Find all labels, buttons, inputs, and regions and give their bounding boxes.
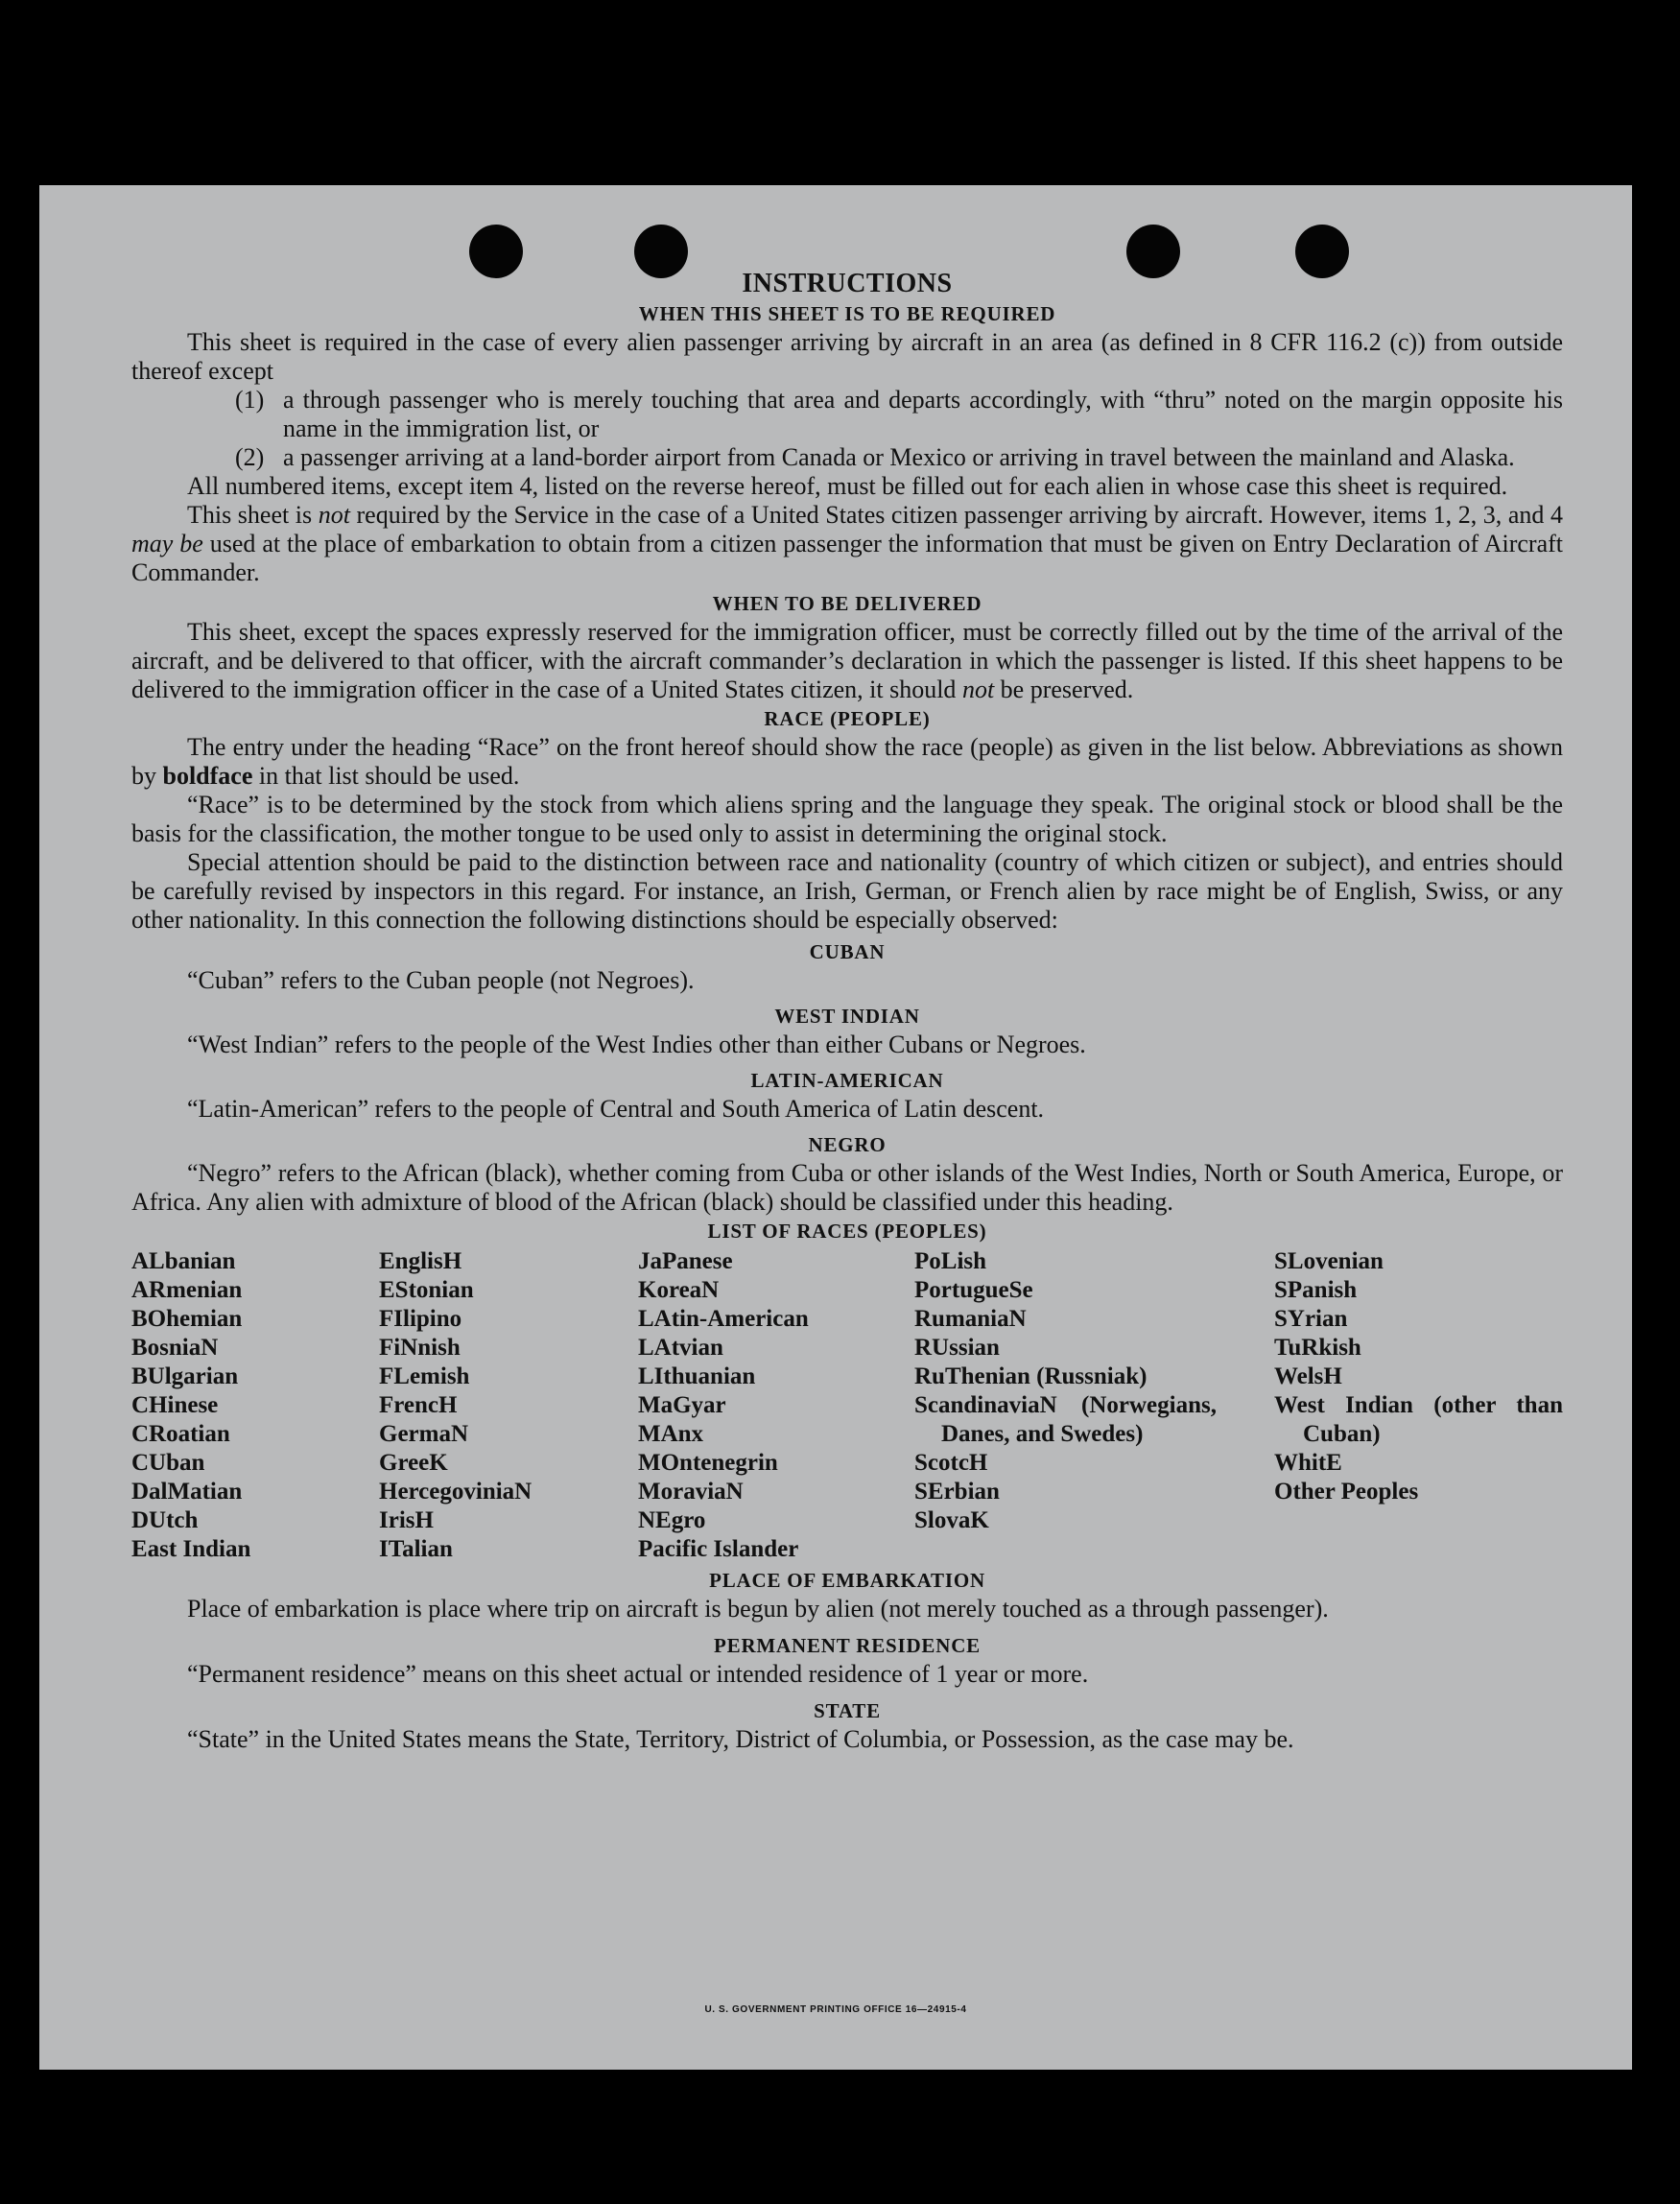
- text-run: required by the Service in the case of a United States citizen passenger arriving by aircraft. However, items 1, 2, 3, and 4: [349, 501, 1563, 529]
- race-item: SlovaK: [914, 1507, 989, 1533]
- text-run: This sheet is: [187, 501, 319, 529]
- printer-imprint: U. S. GOVERNMENT PRINTING OFFICE 16—24915-4: [704, 2004, 967, 2015]
- race-item: ScotcH: [914, 1450, 988, 1476]
- race-item: West Indian (other than Cuban): [1274, 1392, 1563, 1447]
- emphasis: not: [318, 501, 350, 529]
- document-sheet: [39, 185, 1632, 2070]
- race-item: ScandinaviaN (Norwegians, Danes, and Swedes): [914, 1392, 1217, 1447]
- race-item: DalMatian: [131, 1479, 243, 1505]
- section-heading: LATIN-AMERICAN: [750, 1069, 944, 1092]
- race-item: PoLish: [914, 1248, 987, 1274]
- text-run: The entry under the heading “Race” on the front hereof should show the race (people) as given in the list below. Abbreviations as shown by: [131, 733, 1563, 790]
- item-number: (2): [235, 443, 265, 471]
- paragraph: [131, 733, 1563, 791]
- emphasis: may be: [131, 530, 203, 557]
- race-item: EnglisH: [379, 1248, 462, 1274]
- section-heading: WEST INDIAN: [774, 1005, 920, 1028]
- race-item: SPanish: [1274, 1277, 1358, 1303]
- race-item: CRoatian: [131, 1421, 230, 1447]
- race-item: WelsH: [1274, 1363, 1342, 1389]
- text-run: used at the place of embarkation to obtain from a citizen passenger the information that must be given on Entry Declaration of Aircraft Commander.: [131, 530, 1563, 586]
- race-item: Other Peoples: [1274, 1479, 1419, 1505]
- section-heading: STATE: [814, 1699, 881, 1722]
- race-item: NEgro: [638, 1507, 706, 1533]
- emphasis: boldface: [162, 762, 253, 790]
- race-item: SLovenian: [1274, 1248, 1384, 1274]
- race-item: GermaN: [379, 1421, 469, 1447]
- instructions-body: [131, 269, 1563, 1754]
- paragraph: All numbered items, except item 4, listed on the reverse hereof, must be filled out for each alien in whose case this sheet is required.: [187, 472, 1508, 500]
- race-item: RumaniaN: [914, 1306, 1027, 1332]
- race-item: KoreaN: [638, 1277, 720, 1303]
- paragraph: “Latin-American” refers to the people of Central and South America of Latin descent.: [187, 1095, 1045, 1123]
- race-item: PortugueSe: [914, 1277, 1033, 1303]
- section-heading: LIST OF RACES (PEOPLES): [707, 1220, 987, 1243]
- race-column: [131, 1247, 379, 1564]
- paragraph: “Permanent residence” means on this sheet actual or intended residence of 1 year or more.: [187, 1660, 1089, 1688]
- page-title: INSTRUCTIONS: [742, 269, 953, 298]
- item-text: a passenger arriving at a land-border airport from Canada or Mexico or arriving in travel between the mainland and Alaska.: [283, 443, 1515, 471]
- exception-item: [131, 443, 1563, 472]
- text-run: be preserved.: [994, 675, 1134, 703]
- race-item: MAnx: [638, 1421, 704, 1447]
- section-heading: WHEN TO BE DELIVERED: [712, 592, 982, 615]
- race-item: LAtin-American: [638, 1306, 809, 1332]
- race-item: FIlipino: [379, 1306, 462, 1332]
- race-item: MoraviaN: [638, 1479, 744, 1505]
- section-heading: NEGRO: [808, 1133, 887, 1156]
- text-run: This sheet, except the spaces expressly reserved for the immigration officer, must be correctly filled out by the time of the arrival of the aircraft, and be delivered to that officer, with the aircraft commander’s declaration in which the passenger is listed. If this sheet happens to be delivered to the immigration officer in the case of a United States citizen, it should: [131, 618, 1563, 703]
- item-number: (1): [235, 386, 265, 414]
- paragraph: “Negro” refers to the African (black), whether coming from Cuba or other islands of the West Indies, North or South America, Europe, or Africa. Any alien with admixture of blood of the African (black) should be classified under this heading.: [131, 1159, 1563, 1216]
- race-list: [131, 1247, 1563, 1564]
- race-item: BosniaN: [131, 1335, 219, 1361]
- paragraph: “Race” is to be determined by the stock from which aliens spring and the language they speak. The original stock or blood shall be the basis for the classification, the mother tongue to be used only to assist in determining the original stock.: [131, 791, 1563, 847]
- race-item: WhitE: [1274, 1450, 1342, 1476]
- race-column: [379, 1247, 638, 1564]
- race-column: [914, 1247, 1274, 1564]
- race-item: Pacific Islander: [638, 1536, 799, 1562]
- paragraph: Place of embarkation is place where trip on aircraft is begun by alien (not merely touched as a through passenger).: [187, 1595, 1329, 1623]
- race-item: JaPanese: [638, 1248, 733, 1274]
- race-item: GreeK: [379, 1450, 448, 1476]
- race-item: ALbanian: [131, 1248, 236, 1274]
- race-item: FrencH: [379, 1392, 458, 1418]
- item-text: a through passenger who is merely touching that area and departs accordingly, with “thru” noted on the margin opposite his name in the immigration list, or: [283, 386, 1563, 442]
- race-item: HercegoviniaN: [379, 1479, 532, 1505]
- paragraph: [131, 618, 1563, 704]
- section-heading: WHEN THIS SHEET IS TO BE REQUIRED: [638, 302, 1056, 325]
- section-heading: PLACE OF EMBARKATION: [709, 1569, 985, 1592]
- paragraph: [131, 501, 1563, 587]
- race-item: IrisH: [379, 1507, 434, 1533]
- section-heading: RACE (PEOPLE): [764, 707, 931, 730]
- race-item: LAtvian: [638, 1335, 723, 1361]
- emphasis: not: [961, 675, 995, 703]
- race-item: TuRkish: [1274, 1335, 1361, 1361]
- race-item: ITalian: [379, 1536, 453, 1562]
- race-item: LIthuanian: [638, 1363, 756, 1389]
- paragraph: Special attention should be paid to the distinction between race and nationality (country of which citizen or subject), and entries should be carefully revised by inspectors in this regard. For instance, an Irish, German, or French alien by race might be of English, Swiss, or any other nationality. In this connection the following distinctions should be especially observed:: [131, 848, 1563, 934]
- race-item: FLemish: [379, 1363, 470, 1389]
- race-item: CHinese: [131, 1392, 219, 1418]
- race-item: SErbian: [914, 1479, 1000, 1505]
- race-item: CUban: [131, 1450, 205, 1476]
- race-column: [1274, 1247, 1563, 1564]
- race-item: MaGyar: [638, 1392, 726, 1418]
- exception-item: [131, 386, 1563, 443]
- section-heading: PERMANENT RESIDENCE: [714, 1634, 981, 1657]
- race-item: ARmenian: [131, 1277, 243, 1303]
- race-item: EStonian: [379, 1277, 474, 1303]
- paragraph: “Cuban” refers to the Cuban people (not Negroes).: [187, 966, 695, 994]
- race-item: MOntenegrin: [638, 1450, 778, 1476]
- race-item: BUlgarian: [131, 1363, 239, 1389]
- race-item: RuThenian (Russniak): [914, 1363, 1148, 1389]
- race-item: East Indian: [131, 1536, 251, 1562]
- text-run: in that list should be used.: [252, 762, 520, 790]
- race-item: SYrian: [1274, 1306, 1348, 1332]
- section-heading: CUBAN: [809, 940, 886, 963]
- paragraph: This sheet is required in the case of every alien passenger arriving by aircraft in an area (as defined in 8 CFR 116.2 (c)) from outside thereof except: [131, 328, 1563, 385]
- race-item: RUssian: [914, 1335, 1000, 1361]
- race-item: DUtch: [131, 1507, 199, 1533]
- race-item: BOhemian: [131, 1306, 243, 1332]
- paragraph: “West Indian” refers to the people of the West Indies other than either Cubans or Negroes.: [187, 1031, 1086, 1058]
- race-column: [638, 1247, 914, 1564]
- race-item: FiNnish: [379, 1335, 461, 1361]
- paragraph: “State” in the United States means the State, Territory, District of Columbia, or Possession, as the case may be.: [187, 1725, 1294, 1753]
